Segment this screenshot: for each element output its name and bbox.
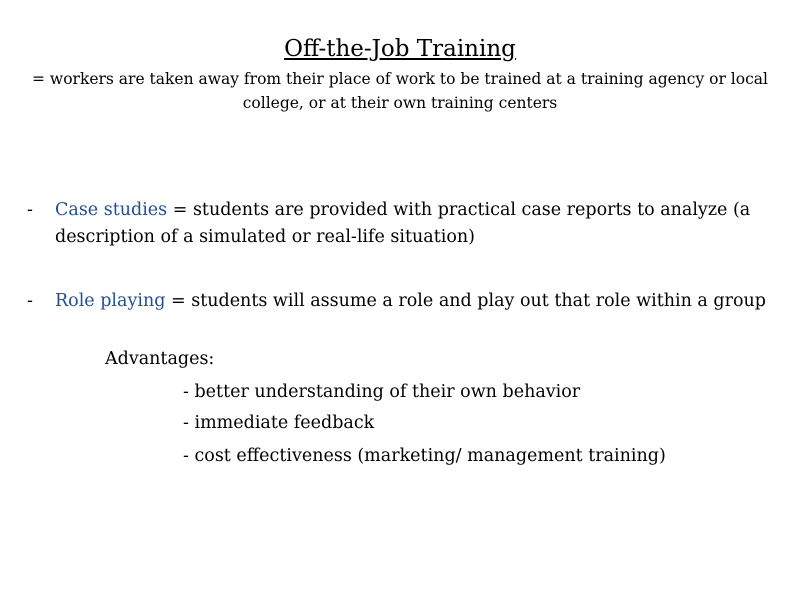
advantage-item: - immediate feedback [183, 413, 375, 433]
bullet-definition: = students will assume a role and play out that role within a group [165, 291, 767, 311]
slide-subtitle: = workers are taken away from their place of work to be trained at a training agency or local college, or at their own training centers [32, 70, 768, 112]
slide-title: Off-the-Job Training [284, 36, 516, 62]
bullet-case-studies [27, 197, 775, 251]
bullet-term: Role playing [55, 291, 166, 311]
bullet-dash: - [27, 291, 33, 311]
advantage-item: - better understanding of their own behavior [183, 382, 581, 402]
advantages-heading: Advantages: [105, 349, 215, 369]
bullet-role-playing [27, 288, 775, 315]
advantage-item: - cost effectiveness (marketing/ management training) [183, 446, 666, 466]
bullet-term: Case studies [55, 200, 168, 220]
bullet-dash: - [27, 200, 33, 220]
bullet-definition: = students are provided with practical case reports to analyze (a description of a simulated or real-life situation) [55, 200, 751, 247]
